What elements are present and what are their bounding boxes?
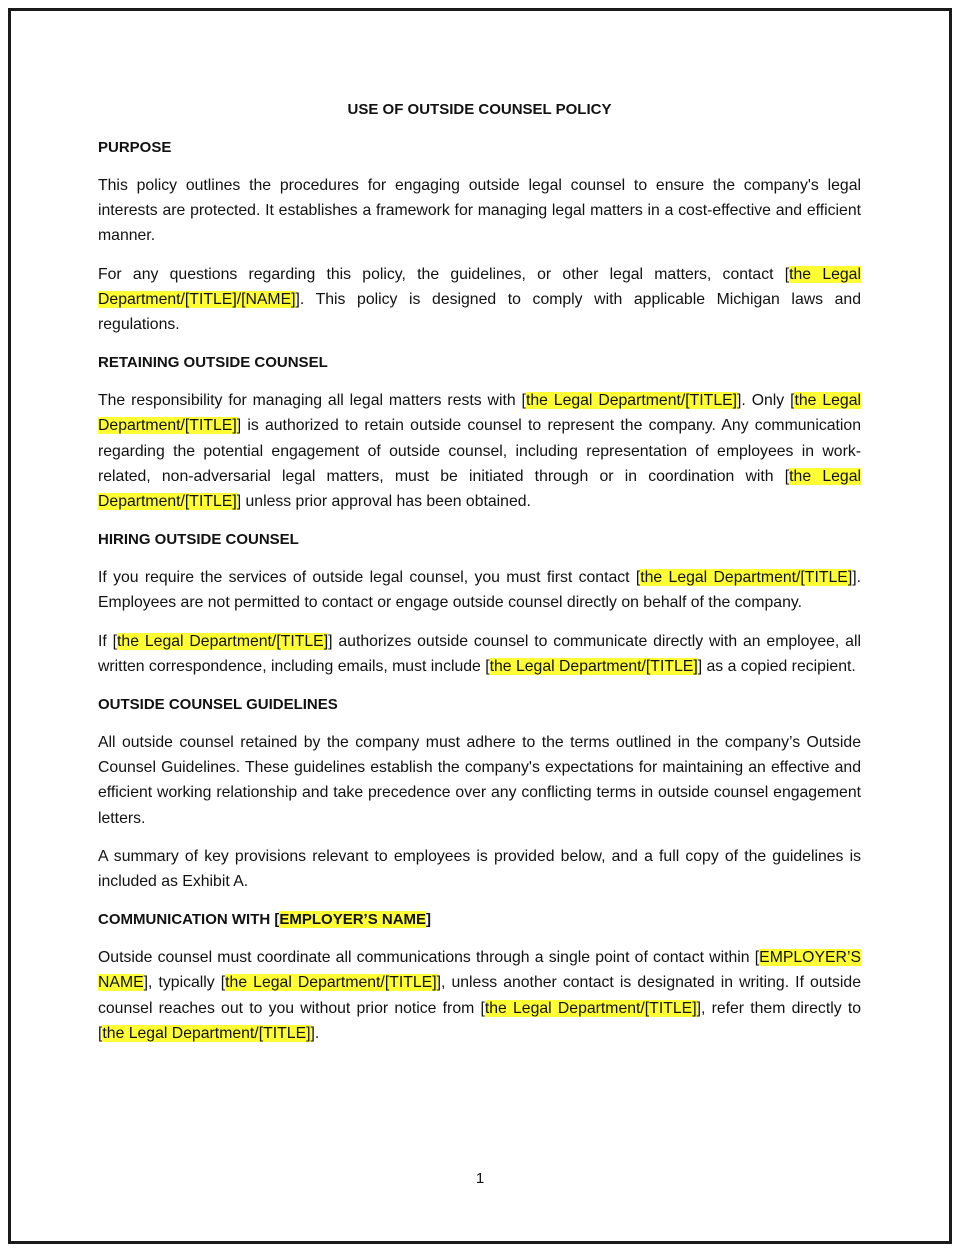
placeholder-highlight: the Legal Department/[TITLE]: [525, 392, 738, 410]
text-segment: ]. Employees are not permitted to contact or engage outside counsel directly on behalf of the company.: [98, 569, 861, 612]
text-segment: ] as a copied recipient.: [697, 657, 856, 675]
placeholder-highlight: the Legal Department/[TITLE]: [484, 999, 697, 1017]
hiring-paragraph-1: [98, 565, 861, 615]
retaining-heading: RETAINING OUTSIDE COUNSEL: [98, 354, 328, 372]
placeholder-highlight: the Legal Department/[TITLE]: [640, 569, 853, 587]
communication-heading: [98, 907, 861, 932]
text-segment: ], typically [: [143, 974, 226, 992]
text-segment: ] is authorized to retain outside counsel to represent the company. Any communication regarding the potential engagement of outside counsel, including representation of employees in work-related, non-adversarial legal matters, must be initiated through or in coordination with [: [98, 417, 861, 485]
placeholder-highlight: the Legal Department/[TITLE]/[NAME]: [98, 265, 861, 308]
communication-paragraph-1: [98, 945, 861, 1046]
purpose-paragraph-2: [98, 262, 861, 338]
text-segment: Outside counsel must coordinate all communications through a single point of contact within [: [98, 949, 760, 967]
text-segment: COMMUNICATION WITH [: [98, 911, 280, 929]
placeholder-highlight: EMPLOYER’S NAME: [98, 949, 861, 992]
hiring-paragraph-2: [98, 629, 861, 679]
retaining-paragraph-1: [98, 388, 861, 514]
text-segment: If [: [98, 632, 118, 650]
purpose-paragraph-1: This policy outlines the procedures for engaging outside legal counsel to ensure the company's legal interests are protected. It establishes a framework for managing legal matters in a cost-effective and efficient manner.: [98, 177, 861, 245]
text-segment: If you require the services of outside legal counsel, you must first contact [: [98, 569, 641, 587]
guidelines-heading: OUTSIDE COUNSEL GUIDELINES: [98, 696, 338, 714]
text-segment: ] authorizes outside counsel to communicate directly with an employee, all written correspondence, including emails, must include [: [98, 632, 861, 675]
text-segment: For any questions regarding this policy, the guidelines, or other legal matters, contact [: [98, 265, 790, 283]
placeholder-highlight: the Legal Department/[TITLE]: [102, 1024, 311, 1042]
document-body: [98, 97, 861, 1059]
text-segment: The responsibility for managing all legal matters rests with [: [98, 392, 526, 410]
purpose-heading: PURPOSE: [98, 139, 172, 156]
hiring-heading: HIRING OUTSIDE COUNSEL: [98, 531, 299, 549]
text-segment: ]. Only [: [737, 392, 795, 410]
text-segment: ]. This policy is designed to comply with applicable Michigan laws and regulations.: [98, 290, 861, 334]
guidelines-paragraph-1: All outside counsel retained by the company must adhere to the terms outlined in the company’s Outside Counsel Guidelines. These guidelines establish the company's expectations for maintaining an effective and efficient working relationship and take precedence over any conflicting terms in outside counsel engagement letters.: [98, 734, 861, 827]
text-segment: ].: [310, 1024, 320, 1042]
text-segment: ], unless another contact is designated in writing. If outside counsel reaches out to you without prior notice from [: [98, 974, 861, 1017]
placeholder-highlight: the Legal Department/[TITLE]: [98, 392, 861, 435]
document-title: USE OF OUTSIDE COUNSEL POLICY: [347, 101, 612, 118]
guidelines-paragraph-2: A summary of key provisions relevant to employees is provided below, and a full copy of the guidelines is included as Exhibit A.: [98, 847, 861, 891]
placeholder-highlight: the Legal Department/[TITLE]: [98, 467, 861, 511]
page-number: 1: [475, 1170, 485, 1187]
placeholder-highlight: the Legal Department/[TITLE]: [117, 632, 329, 650]
text-segment: ] unless prior approval has been obtained.: [236, 493, 531, 511]
placeholder-highlight: the Legal Department/[TITLE]: [489, 657, 698, 675]
text-segment: ]: [426, 911, 432, 929]
placeholder-highlight: the Legal Department/[TITLE]: [225, 974, 437, 992]
placeholder-highlight: EMPLOYER’S NAME: [279, 911, 427, 929]
text-segment: ], refer them directly to [: [98, 999, 861, 1042]
